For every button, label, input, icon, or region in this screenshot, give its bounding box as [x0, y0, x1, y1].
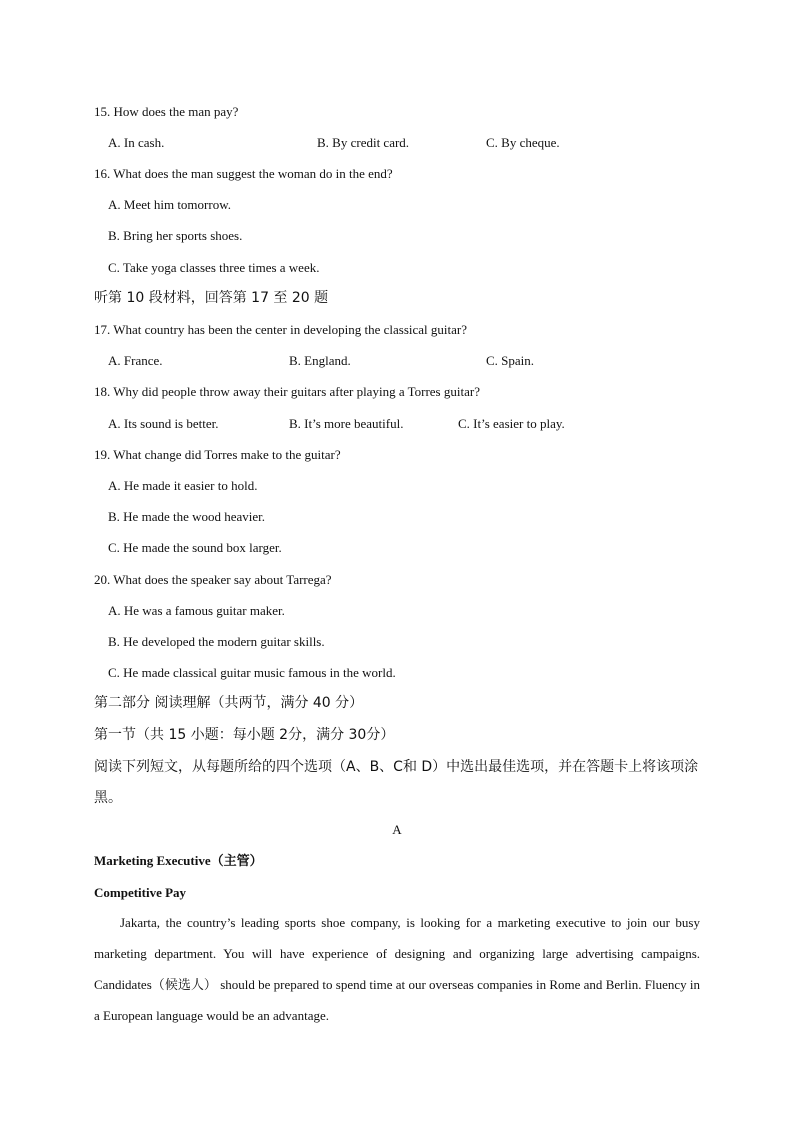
q20-option-a: A. He was a famous guitar maker.	[108, 603, 285, 618]
q18-option-a: A. Its sound is better.	[108, 416, 219, 431]
section-10-instruction: 听第 10 段材料，回答第 17 至 20 题	[94, 290, 329, 306]
part-2-heading: 第二部分 阅读理解（共两节，满分 40 分）	[94, 695, 364, 711]
q18-stem: 18. Why did people throw away their guitars after playing a Torres guitar?	[94, 384, 480, 399]
section-1-heading: 第一节（共 15 小题：每小题 2分，满分 30分）	[94, 727, 395, 743]
q15-option-a: A. In cash.	[108, 135, 165, 150]
q19-stem: 19. What change did Torres make to the guitar?	[94, 447, 341, 462]
passage-subheading: Competitive Pay	[94, 885, 187, 900]
q16-option-b: B. Bring her sports shoes.	[108, 228, 243, 243]
q18-option-c: C. It’s easier to play.	[458, 416, 565, 431]
q20-option-b: B. He developed the modern guitar skills.	[108, 634, 325, 649]
q15-stem: 15. How does the man pay?	[94, 104, 239, 119]
reading-instruction-cont: 黑。	[94, 790, 122, 806]
q17-stem: 17. What country has been the center in developing the classical guitar?	[94, 322, 468, 337]
q20-option-c: C. He made classical guitar music famous in the world.	[108, 665, 396, 680]
q18-option-b: B. It’s more beautiful.	[289, 416, 404, 431]
q17-option-b: B. England.	[289, 353, 351, 368]
passage-label: A	[392, 822, 402, 837]
passage-heading: Marketing Executive（主管）	[94, 853, 263, 868]
q15-option-b: B. By credit card.	[317, 135, 410, 150]
q16-option-c: C. Take yoga classes three times a week.	[108, 260, 320, 275]
q15-option-c: C. By cheque.	[486, 135, 560, 150]
q19-option-a: A. He made it easier to hold.	[108, 478, 258, 493]
q16-option-a: A. Meet him tomorrow.	[108, 197, 231, 212]
reading-instruction: 阅读下列短文，从每题所给的四个选项（A、B、C和 D）中选出最佳选项，并在答题卡上将该项涂	[94, 759, 699, 775]
q19-option-b: B. He made the wood heavier.	[108, 509, 266, 524]
q20-stem: 20. What does the speaker say about Tarrega?	[94, 572, 332, 587]
q17-option-c: C. Spain.	[486, 353, 535, 368]
q16-stem: 16. What does the man suggest the woman do in the end?	[94, 166, 393, 181]
q17-option-a: A. France.	[108, 353, 163, 368]
passage-paragraph: Jakarta, the country’s leading sports shoe company, is looking for a marketing executive to join our busy marketing department. You will have experience of designing and organizing large advertising campaigns. Candidates（候选人） should be prepared to spend time at our overseas companies in Rome and Berlin. Fluency in a European language would be an advantage.	[94, 915, 700, 1023]
q19-option-c: C. He made the sound box larger.	[108, 540, 282, 555]
